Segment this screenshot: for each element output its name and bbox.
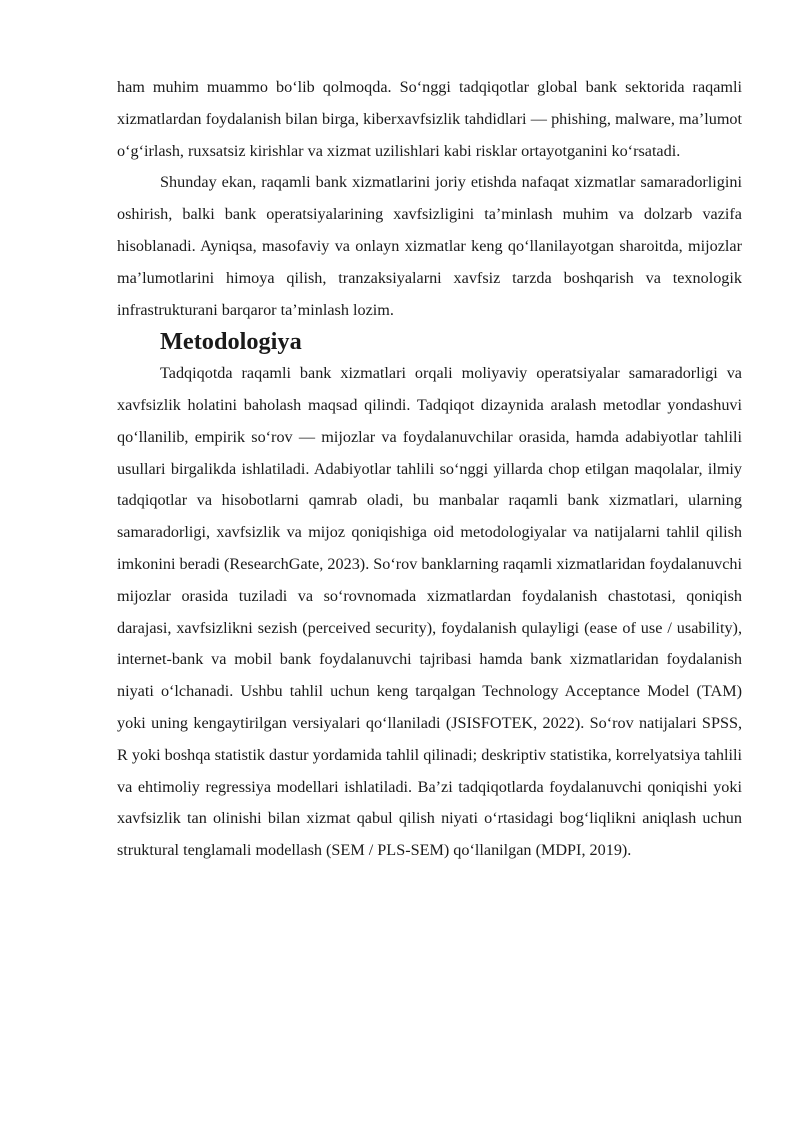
paragraph-security-importance: Shunday ekan, raqamli bank xizmatlarini joriy etishda nafaqat xizmatlar samaradorligini oshirish, balki bank operatsiyalarining xavfsizligini ta’minlash muhim va dolzarb vazifa hisoblanadi. Ayniqsa, masofaviy va onlayn xizmatlar keng qo‘llanilayotgan sharoitda, mijozlar ma’lumotlarini himoya qilish, tranzaksiyalarni xavfsiz tarzda boshqarish va texnologik infrastrukturani barqaror ta’minlash lozim. — [117, 173, 742, 319]
section-heading-methodology: Metodologiya — [160, 328, 302, 356]
paragraph-continuation: ham muhim muammo bo‘lib qolmoqda. So‘nggi tadqiqotlar global bank sektorida raqamli xizmatlardan foydalanish bilan birga, kiberxavfsizlik tahdidlari — phishing, malware, ma’lumot o‘g‘irlash, ruxsatsiz kirishlar va xizmat uzilishlari kabi risklar ortayotganini ko‘rsatadi. — [117, 78, 742, 160]
document-page — [117, 72, 742, 867]
paragraph-methodology: Tadqiqotda raqamli bank xizmatlari orqali moliyaviy operatsiyalar samaradorligi va xavfsizlik holatini baholash maqsad qilindi. Tadqiqot dizaynida aralash metodlar yondashuvi qo‘llanilib, empirik so‘rov — mijozlar va foydalanuvchilar orasida, hamda adabiyotlar tahlili usullari birgalikda ishlatiladi. Adabiyotlar tahlili so‘nggi yillarda chop etilgan maqolalar, ilmiy tadqiqotlar va hisobotlarni qamrab oladi, bu manbalar raqamli bank xizmatlari, ularning samaradorligi, xavfsizlik va mijoz qoniqishiga oid metodologiyalar va natijalarni tahlil qilish imkonini beradi (ResearchGate, 2023). So‘rov banklarning raqamli xizmatlaridan foydalanuvchi mijozlar orasida tuziladi va so‘rovnomada xizmatlardan foydalanish chastotasi, qoniqish darajasi, xavfsizlikni sezish (perceived security), foydalanish qulayligi (ease of use / usability), internet-bank va mobil bank foydalanuvchi tajribasi hamda bank xizmatlaridan foydalanish niyati o‘lchanadi. Ushbu tahlil uchun keng tarqalgan Technology Acceptance Model (TAM) yoki uning kengaytirilgan versiyalari qo‘llaniladi (JSISFOTEK, 2022). So‘rov natijalari SPSS, R yoki boshqa statistik dastur yordamida tahlil qilinadi; deskriptiv statistika, korrelyatsiya tahlili va ehtimoliy regressiya modellari ishlatiladi. Ba’zi tadqiqotlarda foydalanuvchi qoniqishi yoki xavfsizlik tan olinishi bilan xizmat qabul qilish niyati o‘rtasidagi bog‘liqlikni aniqlash uchun struktural tenglamali modellash (SEM / PLS-SEM) qo‘llanilgan (MDPI, 2019). — [117, 364, 742, 860]
